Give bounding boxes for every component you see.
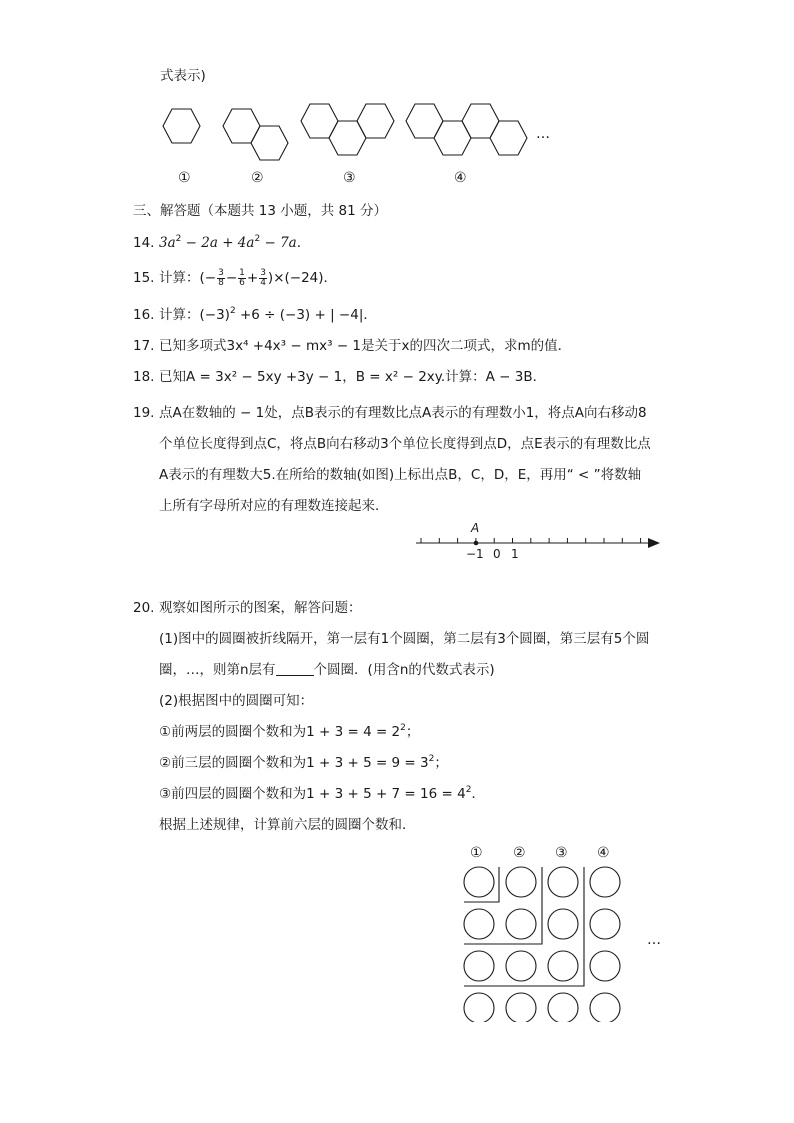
hexagon: [301, 104, 338, 138]
tick-label-1: 1: [511, 547, 519, 561]
point-a: [474, 541, 479, 546]
question-20-intro: [133, 598, 362, 618]
q14-end: ．: [296, 235, 311, 251]
circle: [548, 909, 578, 939]
question-18: [133, 367, 546, 387]
circle: [464, 951, 494, 981]
q19-line-2: 个单位长度得到点C，将点B向右移动3个单位长度得到点D，点E表示的有理数比点: [159, 436, 651, 452]
section-title: 三、解答题（本题共 13 小题，共 81 分）: [133, 203, 388, 219]
question-17: [133, 336, 571, 356]
q20-part1-line1: (1)图中的圆圈被折线隔开，第一层有1个圆圈，第二层有3个圆圈，第三层有5个圆: [159, 631, 650, 647]
arrow-icon: [648, 538, 660, 548]
question-number: 14.: [133, 235, 155, 251]
q19-line-3: A表示的有理数大5.在所给的数轴(如图)上标出点B，C，D，E，再用“ < ”将数轴: [159, 467, 642, 483]
q20-item-1: ①前两层的圆圈个数和为$1 + 3 = 4 = 2^2$；: [159, 723, 420, 740]
hex-label-1: ①: [178, 170, 191, 186]
fraction-1: $\frac{3}{8}$: [218, 267, 224, 288]
circle: [506, 993, 536, 1022]
q13-tail-text: 式表示): [160, 68, 206, 84]
q14-term-b: − 2a + 4a: [181, 235, 255, 251]
q14-term-a: 3a: [159, 235, 176, 251]
question-14: [133, 233, 310, 253]
point-a-label: A: [471, 521, 480, 535]
q20-part1-text-b: 个圆圈．(用含n的代数式表示): [313, 662, 495, 678]
q17-text: 已知多项式3x⁴ +4x³ − mx³ − 1是关于x的四次二项式，求m的值．: [159, 338, 572, 354]
q15-prefix: 计算：(: [159, 270, 205, 286]
circle: [548, 951, 578, 981]
q16-text-a: 计算：(−3): [159, 307, 230, 323]
q20-part1-line2: [159, 660, 495, 680]
hex-ellipsis: …: [536, 126, 550, 142]
q20-item-3: ③前四层的圆圈个数和为$1 + 3 + 5 + 7 = 16 = 4^2$．: [159, 785, 485, 802]
hexagon: [357, 104, 394, 138]
hexagon: [406, 104, 443, 138]
circle: [548, 867, 578, 897]
circle: [464, 993, 494, 1022]
q18-text: 已知A = 3x² − 5xy +3y − 1，B = x² − 2xy.计算：A − 3B．: [159, 369, 547, 385]
hexagon: [434, 121, 471, 155]
question-number: 15.: [133, 270, 155, 286]
q16-exp: 2: [229, 306, 236, 316]
col-label-4: ④: [597, 845, 610, 861]
q14-term-c: − 7a: [260, 235, 297, 251]
hex-label-4: ④: [454, 170, 467, 186]
tick-label-0: 0: [493, 547, 501, 561]
question-number: 17.: [133, 338, 155, 354]
q14-exp-b: 2: [254, 234, 261, 244]
circle-ellipsis: …: [647, 932, 661, 948]
col-label-2: ②: [513, 845, 526, 861]
question-number: 19.: [133, 405, 155, 421]
circle: [590, 867, 620, 897]
tick-label-neg1: −1: [466, 547, 484, 561]
circle: [464, 909, 494, 939]
fraction-3: $\frac{3}{4}$: [260, 267, 266, 288]
circle: [590, 993, 620, 1022]
q20-item-2: ②前三层的圆圈个数和为$1 + 3 + 5 = 9 = 3^2$；: [159, 754, 448, 771]
circle: [464, 867, 494, 897]
circle: [506, 867, 536, 897]
col-label-1: ①: [470, 845, 483, 861]
q19-line-1: 点A在数轴的 − 1处，点B表示的有理数比点A表示的有理数小1，将点A向右移动8: [159, 405, 647, 421]
circle: [590, 909, 620, 939]
question-number: 16.: [133, 307, 155, 323]
answer-blank[interactable]: [276, 661, 314, 676]
q20-part2: (2)根据图中的圆圈可知：: [159, 693, 314, 709]
hexagon: [251, 126, 288, 160]
q20-part1-text-a: 圈，…，则第n层有: [159, 662, 276, 678]
hexagon: [462, 104, 499, 138]
hex-label-3: ③: [343, 170, 356, 186]
circle: [506, 951, 536, 981]
circle: [506, 909, 536, 939]
q15-suffix: )×(−24)．: [267, 270, 338, 286]
number-line: [410, 515, 670, 565]
q19-line-4: 上所有字母所对应的有理数连接起来．: [159, 498, 389, 514]
q16-text-b: +6 ÷ (−3) + | −4|．: [235, 307, 377, 323]
q20-intro: 观察如图所示的图案，解答问题：: [159, 600, 362, 616]
question-16: [133, 305, 377, 325]
circle: [590, 951, 620, 981]
col-label-3: ③: [555, 845, 568, 861]
q14-exp-a: 2: [175, 234, 182, 244]
hexagon: [490, 121, 527, 155]
circle-grid-figure: [455, 840, 670, 1022]
hexagon: [223, 109, 260, 143]
question-number: 18.: [133, 369, 155, 385]
separator-lines: [464, 867, 584, 986]
question-19: [133, 398, 651, 522]
circle: [548, 993, 578, 1022]
hexagon: [329, 121, 366, 155]
hexagon: [163, 109, 200, 143]
fraction-2: $\frac{1}{6}$: [239, 267, 245, 288]
q20-conclusion: 根据上述规律，计算前六层的圆圈个数和．: [159, 817, 416, 833]
hex-label-2: ②: [251, 170, 264, 186]
question-15: 15. 计算：(− $\frac{3}{8}$ − $\frac{1}{6}$ + $\frac{3}{4}$ )×(−24)．: [133, 264, 337, 292]
question-number: 20.: [133, 600, 155, 616]
hexagon-figures: [150, 98, 570, 194]
